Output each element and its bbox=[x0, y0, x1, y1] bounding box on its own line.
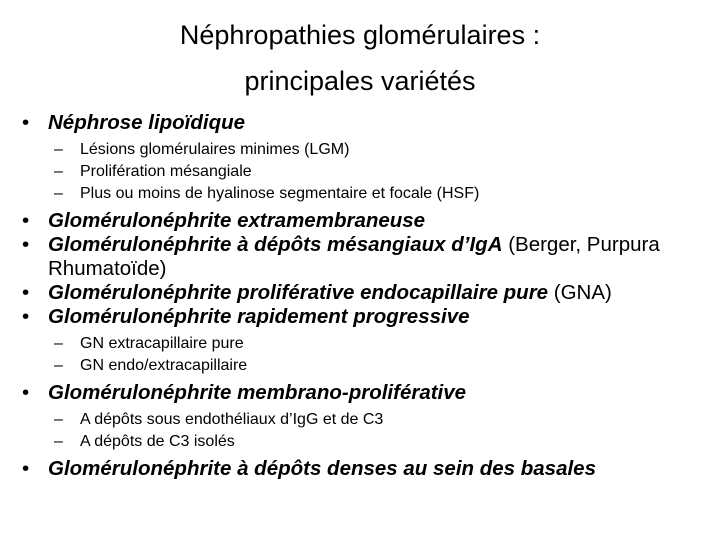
sub-list bbox=[22, 139, 712, 205]
slide-title bbox=[0, 12, 720, 104]
list-item bbox=[22, 209, 712, 233]
title-line-2: principales variétés bbox=[244, 66, 476, 96]
item-title: Glomérulonéphrite extramembraneuse bbox=[48, 209, 426, 232]
bullet-icon: • bbox=[22, 111, 30, 134]
bullet-icon: • bbox=[22, 233, 30, 256]
sub-list-item bbox=[22, 409, 712, 431]
title-line-1: Néphropathies glomérulaires : bbox=[179, 20, 541, 50]
list-item bbox=[22, 381, 712, 405]
sub-item-text: Prolifération mésangiale bbox=[80, 163, 252, 180]
dash-icon: – bbox=[54, 141, 63, 158]
sub-list-item bbox=[22, 431, 712, 453]
dash-icon: – bbox=[54, 357, 63, 374]
sub-list bbox=[22, 333, 712, 377]
list-item bbox=[22, 233, 712, 281]
dash-icon: – bbox=[54, 185, 63, 202]
sub-list-item bbox=[22, 183, 712, 205]
sub-item-text: A dépôts sous endothéliaux d’IgG et de C3 bbox=[80, 411, 384, 428]
sub-list bbox=[22, 409, 712, 453]
item-note: (Berger, Purpura Rhumatoïde) bbox=[48, 233, 660, 280]
bullet-list bbox=[22, 108, 712, 481]
sub-list-item bbox=[22, 333, 712, 355]
sub-item-text: GN extracapillaire pure bbox=[80, 335, 244, 352]
item-title: Glomérulonéphrite proliférative endocapillaire pure bbox=[48, 281, 549, 304]
item-title: Glomérulonéphrite à dépôts mésangiaux d’IgA bbox=[48, 233, 503, 256]
list-item bbox=[22, 305, 712, 329]
sub-list-item bbox=[22, 139, 712, 161]
sub-item-text: Lésions glomérulaires minimes (LGM) bbox=[80, 141, 350, 158]
item-title: Glomérulonéphrite membrano-proliférative bbox=[48, 381, 467, 404]
sub-list-item bbox=[22, 355, 712, 377]
item-note: (GNA) bbox=[548, 281, 612, 304]
dash-icon: – bbox=[54, 163, 63, 180]
bullet-icon: • bbox=[22, 281, 30, 304]
bullet-icon: • bbox=[22, 209, 30, 232]
dash-icon: – bbox=[54, 433, 63, 450]
list-item bbox=[22, 281, 712, 305]
sub-item-text: Plus ou moins de hyalinose segmentaire et focale (HSF) bbox=[80, 185, 480, 202]
dash-icon: – bbox=[54, 335, 63, 352]
bullet-icon: • bbox=[22, 381, 30, 404]
item-title: Glomérulonéphrite rapidement progressive bbox=[48, 305, 470, 328]
bullet-icon: • bbox=[22, 457, 30, 480]
bullet-icon: • bbox=[22, 305, 30, 328]
list-item bbox=[22, 111, 712, 135]
list-item bbox=[22, 457, 712, 481]
item-title: Néphrose lipoïdique bbox=[48, 111, 246, 134]
sub-item-text: GN endo/extracapillaire bbox=[80, 357, 248, 374]
sub-list-item bbox=[22, 161, 712, 183]
item-title: Glomérulonéphrite à dépôts denses au sein des basales bbox=[48, 457, 596, 480]
sub-item-text: A dépôts de C3 isolés bbox=[80, 433, 235, 450]
dash-icon: – bbox=[54, 411, 63, 428]
